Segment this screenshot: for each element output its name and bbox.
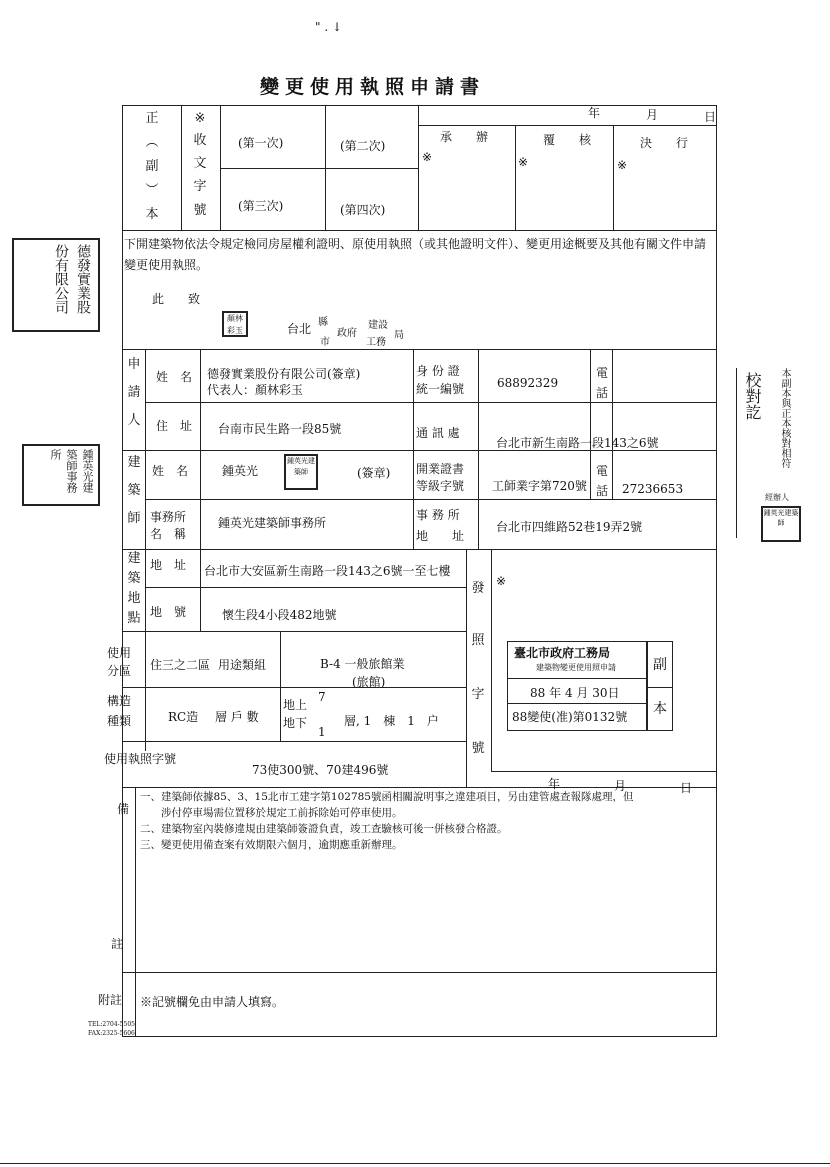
architect-office: 鍾英光建築師事務所	[218, 516, 327, 530]
applicant-representative: 代表人：顏林彩玉	[207, 383, 304, 397]
structure-value: RC造	[168, 710, 199, 724]
addressee-municipal: 市	[320, 337, 330, 348]
floors-label: 層 戶 數	[215, 710, 259, 724]
mark-2: ※	[518, 155, 529, 169]
addressee-city: 台北	[287, 322, 312, 336]
round-2: (第二次)	[340, 139, 386, 153]
use-group-label: 用途類組	[218, 658, 267, 672]
architect-office-label-2: 名 稱	[150, 527, 187, 541]
date-month: 月	[614, 779, 627, 793]
applicant-contact: 台北市新生南路一段143之6號	[496, 436, 659, 450]
intro-text: 下開建築物依法令規定檢同房屋權利證明、原使用執照（或其他證明文件）、變更用途概要及其他有關文件申請變更使用執照。	[124, 237, 707, 272]
printer-fax: FAX:2325-5606	[88, 1030, 135, 1037]
permit-label: 使用執照字號	[104, 752, 177, 766]
mark-1: ※	[422, 150, 433, 164]
architect-phone-label-1: 電	[596, 464, 609, 478]
structure-label-2: 種類	[107, 714, 132, 728]
date-year: 年	[548, 777, 561, 791]
floors-below: 1	[318, 725, 326, 739]
mark-3: ※	[617, 158, 628, 172]
zoning-label-2: 分區	[107, 664, 132, 678]
architect-office-seal: 鍾英光建築師事務所	[22, 444, 100, 506]
architect-seal: 鍾英光建築師	[284, 454, 318, 490]
use-group-sub: (旅館)	[352, 675, 386, 689]
round-1: (第一次)	[238, 136, 284, 150]
label-reviewed: 覆 核	[543, 133, 592, 147]
architect-sign: (簽章)	[357, 466, 391, 480]
label-approved: 決 行	[640, 136, 689, 150]
site-lot-label: 地 號	[150, 605, 187, 619]
header-year: 年	[588, 106, 601, 120]
footnote: ※記號欄免由申請人填寫。	[140, 995, 285, 1009]
site-lot: 懷生段4小段482地號	[222, 608, 337, 622]
zoning-value: 住三之二區	[150, 658, 211, 672]
architect-license-label-1: 開業證書	[416, 462, 465, 476]
applicant-address-label: 住 址	[156, 419, 193, 433]
architect-license-label-2: 等級字號	[416, 479, 465, 493]
permit-value: 73使300號、70建496號	[252, 763, 389, 777]
architect-phone: 27236653	[622, 482, 684, 496]
addressee-dept2: 工務	[366, 337, 386, 348]
round-4: (第四次)	[340, 203, 386, 217]
architect-office-address-label-1: 事 務 所	[416, 508, 460, 522]
floors-rest: 層, 1 棟 1 户	[344, 714, 439, 728]
issue-mark: ※	[496, 574, 507, 588]
footnote-label: 附註	[98, 993, 123, 1007]
header-month: 月	[646, 108, 659, 122]
structure-label-1: 構造	[107, 694, 132, 708]
architect-name-label: 姓 名	[152, 464, 189, 478]
stamp-org: 臺北市政府工務局	[514, 646, 611, 660]
side-note: 校對訖 本副本與正本核對相符 經辦人 鍾英光建築師	[736, 368, 807, 538]
applicant-phone-label-2: 話	[596, 386, 609, 400]
site-address-label: 地 址	[150, 558, 187, 572]
use-group-value: B-4 一般旅館業	[320, 657, 405, 671]
copy-stamp	[647, 641, 673, 731]
zoning-label-1: 使用	[107, 646, 132, 660]
applicant-id-label-2: 統一編號	[416, 382, 465, 396]
stamp-date: 88 年 4 月 30日	[530, 686, 620, 700]
date-day: 日	[680, 781, 693, 795]
floors-above: 7	[318, 690, 326, 704]
approval-stamp	[507, 641, 647, 731]
architect-office-label-1: 事務所	[150, 510, 187, 524]
architect-office-address: 台北市四維路52巷19弄2號	[496, 520, 643, 534]
scan-marks: " . ↓	[315, 20, 343, 34]
label-handled: 承 辦	[440, 130, 489, 144]
applicant-id-label-1: 身 份 證	[416, 364, 460, 378]
remarks-label-1: 備	[117, 802, 130, 816]
architect-name: 鍾英光	[222, 464, 259, 478]
architect-license: 工師業字第720號	[492, 479, 587, 493]
applicant-address: 台南市民生路一段85號	[218, 422, 342, 436]
architect-phone-label-2: 話	[596, 484, 609, 498]
applicant-phone-label-1: 電	[596, 366, 609, 380]
remarks-list: 一、建築師依據85、3、15北市工建字第102785號函相關說明事之違建項目，另由建管處查報隊處理，但 涉付停車場需位置移於規定工前拆除始可停車使用。 二、建築物室內裝修違規由建築師簽證負責，竣工查驗核可後一併核發合格證。 三、變更使用備查案有效期限六個月，逾期應重新辦理。	[140, 791, 634, 851]
salute: 此 致	[152, 292, 201, 306]
floors-above-label: 地上	[283, 698, 308, 712]
applicant-contact-label: 通 訊 處	[416, 426, 460, 440]
applicant-name: 德發實業股份有限公司(簽章)	[207, 367, 361, 381]
stamp-side-2: 本	[653, 701, 667, 717]
stamp-side-1: 副	[653, 657, 667, 673]
header-day: 日	[704, 110, 717, 124]
floors-below-label: 地下	[283, 716, 308, 730]
addressee-dept1: 建設	[368, 320, 388, 331]
form-title: 變更使用執照申請書	[260, 76, 486, 98]
small-seal: 顏林彩玉	[222, 311, 248, 337]
site-address: 台北市大安區新生南路一段143之6號一至七樓	[204, 564, 451, 578]
addressee-suffix: 局	[394, 330, 404, 341]
applicant-name-label: 姓 名	[156, 370, 193, 384]
stamp-number: 88變使(准)第0132號	[512, 710, 628, 724]
round-3: (第三次)	[238, 199, 284, 213]
stamp-sub: 建築物變更使用照申請	[536, 663, 616, 672]
architect-office-address-label-2: 地 址	[416, 529, 465, 543]
addressee-county: 縣	[318, 317, 328, 328]
applicant-id: 68892329	[497, 376, 559, 390]
company-seal: 德發實業股份有限公司	[12, 238, 100, 332]
remarks-label-2: 註	[111, 937, 124, 951]
printer-tel: TEL:2704-5505	[88, 1021, 135, 1028]
addressee-gov: 政府	[337, 328, 357, 339]
